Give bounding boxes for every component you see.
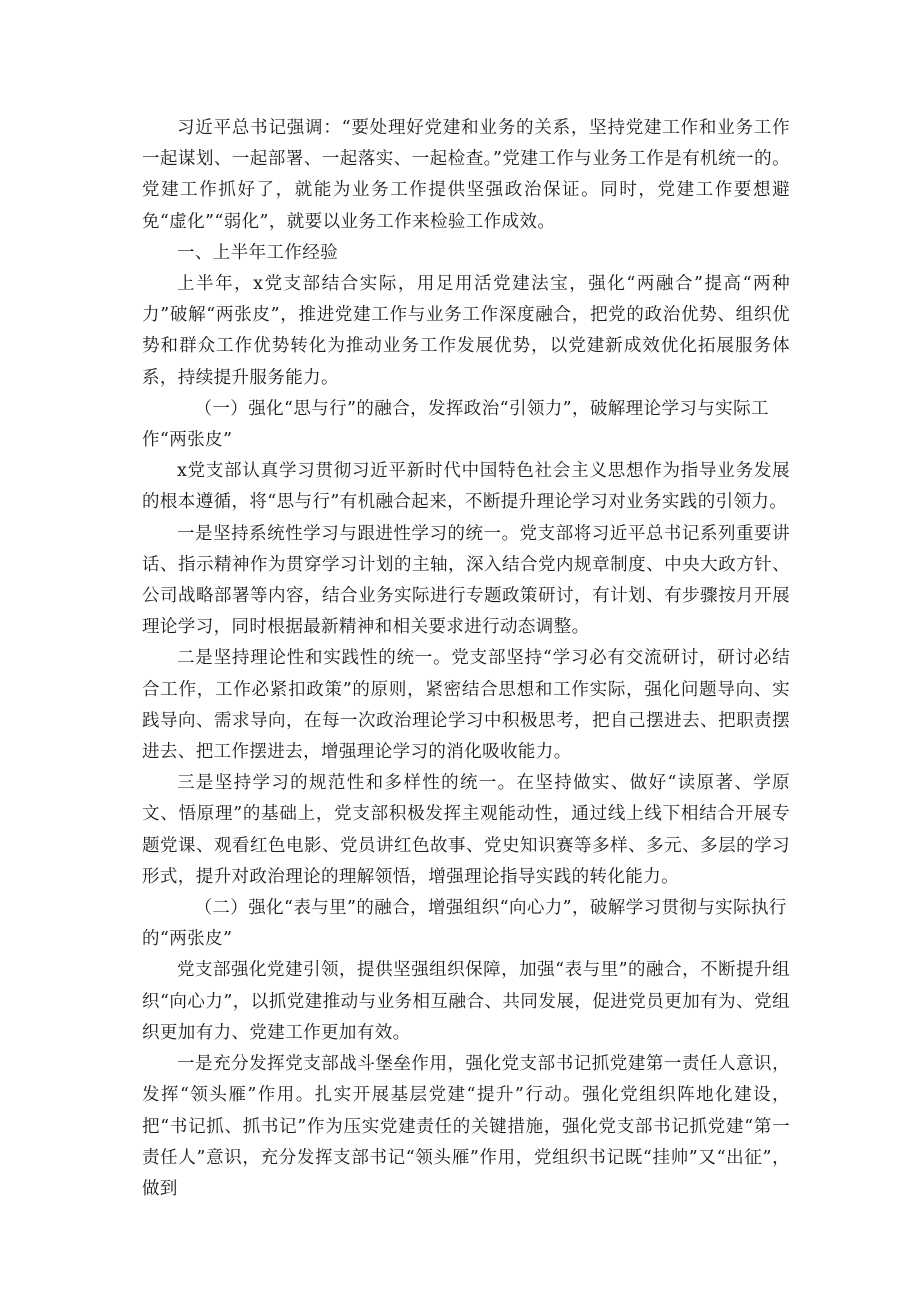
subsection-1-intro-paragraph: x党支部认真学习贯彻习近平新时代中国特色社会主义思想作为指导业务发展的根本遵循，将“思与行”有机融合起来，不断提升理论学习对业务实践的引领力。 — [142, 461, 790, 513]
subsection-2-point-1-paragraph: 一是充分发挥党支部战斗堡垒作用，强化党支部书记抓党建第一责任人意识，发挥“领头雁”作用。扎实开展基层党建“提升”行动。强化党组织阵地化建设，把“书记抓、抓书记”作为压实党建责任的关键措施，强化党支部书记抓党建“第一责任人”意识，充分发挥支部书记“领头雁”作用，党组织书记既“挂帅”又“出征”，做到 — [142, 1054, 790, 1199]
section-heading-first-half-experience: 一、上半年工作经验 — [177, 242, 339, 263]
intro-paragraph: 习近平总书记强调：“要处理好党建和业务的关系，坚持党建工作和业务工作一起谋划、一起部署、一起落实、一起检查。”党建工作与业务工作是有机统一的。党建工作抓好了，就能为业务工作提供坚强政治保证。同时，党建工作要想避免“虚化”“弱化”，就要以业务工作来检验工作成效。 — [142, 118, 790, 232]
subsection-heading-2: （二）强化“表与里”的融合，增强组织“向心力”，破解学习贯彻与实际执行的“两张皮” — [142, 898, 787, 950]
document-body — [142, 113, 790, 1205]
subsection-heading-1: （一）强化“思与行”的融合，发挥政治“引领力”，破解理论学习与实际工作“两张皮” — [142, 398, 769, 451]
point-3-paragraph: 三是坚持学习的规范性和多样性的统一。在坚持做实、做好“读原著、学原文、悟原理”的基础上，党支部积极发挥主观能动性，通过线上线下相结合开展专题党课、观看红色电影、党员讲红色故事、党史知识赛等多样、多元、多层的学习形式，提升对政治理论的理解领悟，增强理论指导实践的转化能力。 — [142, 773, 790, 887]
subsection-2-intro-paragraph: 党支部强化党建引领，提供坚强组织保障，加强“表与里”的融合，不断提升组织“向心力”，以抓党建推动与业务相互融合、共同发展，促进党员更加有为、党组织更加有力、党建工作更加有效。 — [142, 960, 790, 1043]
point-2-paragraph: 二是坚持理论性和实践性的统一。党支部坚持“学习必有交流研讨，研讨必结合工作，工作必紧扣政策”的原则，紧密结合思想和工作实际，强化问题导向、实践导向、需求导向，在每一次政治理论学习中积极思考，把自己摆进去、把职责摆进去、把工作摆进去，增强理论学习的消化吸收能力。 — [142, 648, 790, 763]
overview-paragraph: 上半年，x党支部结合实际，用足用活党建法宝，强化“两融合”提高“两种力”破解“两张皮”，推进党建工作与业务工作深度融合，把党的政治优势、组织优势和群众工作优势转化为推动业务工作发展优势，以党建新成效优化拓展服务体系，持续提升服务能力。 — [142, 274, 790, 388]
point-1-paragraph: 一是坚持系统性学习与跟进性学习的统一。党支部将习近平总书记系列重要讲话、指示精神作为贯穿学习计划的主轴，深入结合党内规章制度、中央大政方针、公司战略部署等内容，结合业务实际进行专题政策研讨，有计划、有步骤按月开展理论学习，同时根据最新精神和相关要求进行动态调整。 — [142, 523, 790, 638]
